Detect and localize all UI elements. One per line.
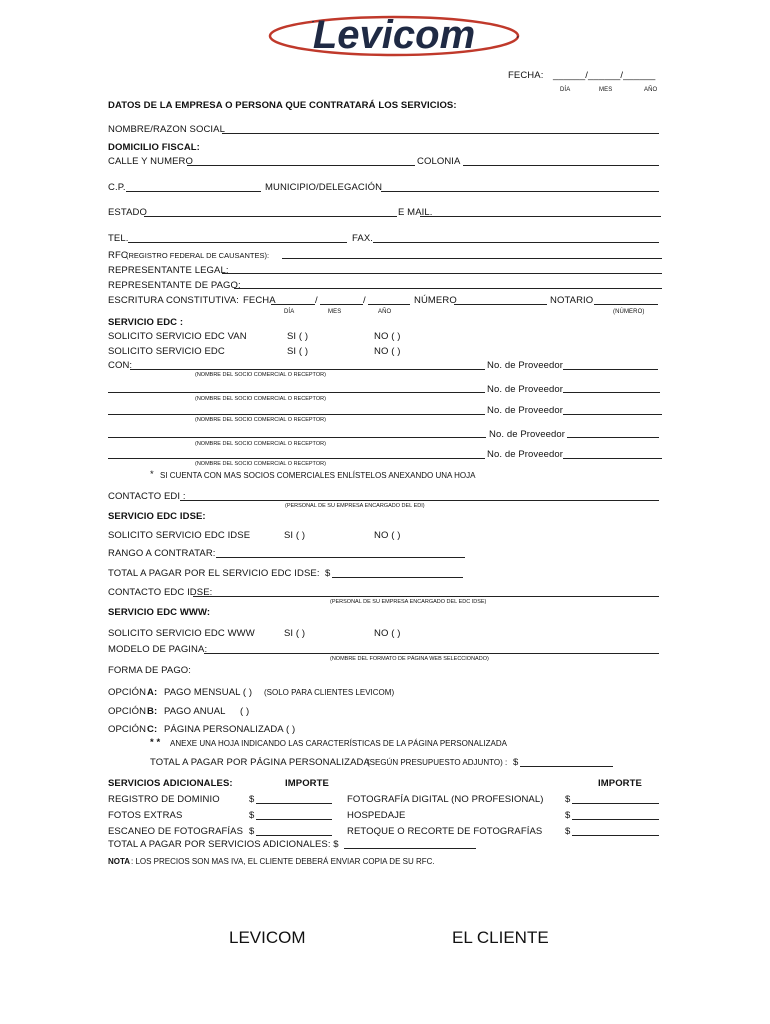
star-mark: * <box>150 469 154 480</box>
proveedor-label-3: No. de Proveedor <box>487 405 564 416</box>
www-label: SOLICITO SERVICIO EDC WWW <box>108 628 255 639</box>
rfc-note: (REGISTRO FEDERAL DE CAUSANTES): <box>126 251 270 260</box>
socio-field-3[interactable] <box>108 414 485 415</box>
foto-digital-field[interactable] <box>572 803 659 804</box>
opcion-c[interactable]: PÁGINA PERSONALIZADA ( ) <box>164 724 296 735</box>
firma-levicom: LEVICOM <box>229 928 306 947</box>
proveedor-label-2: No. de Proveedor <box>487 384 564 395</box>
socio-field-4[interactable] <box>108 437 486 438</box>
dia-label: DÍA <box>560 87 571 93</box>
email-label: E MAIL. <box>398 207 433 218</box>
proveedor-label-1: No. de Proveedor <box>487 360 564 371</box>
www-total-label: TOTAL A PAGAR POR PÁGINA PERSONALIZADA <box>150 757 370 768</box>
edc-van-si[interactable]: SI ( ) <box>287 331 309 342</box>
dominio-field[interactable] <box>256 803 332 804</box>
contacto-idse-label: CONTACTO EDC IDSE: <box>108 587 213 598</box>
numero-label: NÚMERO <box>414 295 457 306</box>
rfc-label: RFC <box>108 250 128 261</box>
contacto-idse-field[interactable] <box>193 596 659 597</box>
edc-label: SOLICITO SERVICIO EDC <box>108 346 225 357</box>
escritura-fecha-label: FECHA <box>243 295 276 306</box>
fotos-extras-field[interactable] <box>256 819 332 820</box>
socio-field-1[interactable] <box>130 369 485 370</box>
socio-field-5[interactable] <box>108 458 485 459</box>
proveedor-label-5: No. de Proveedor <box>487 449 564 460</box>
municipio-field[interactable] <box>381 191 659 192</box>
edc-van-label: SOLICITO SERVICIO EDC VAN <box>108 331 247 342</box>
firma-cliente: EL CLIENTE <box>452 928 549 947</box>
edc-no[interactable]: NO ( ) <box>374 346 401 357</box>
email-field[interactable] <box>420 216 661 217</box>
socio-field-2[interactable] <box>108 392 485 393</box>
www-total-field[interactable] <box>520 766 613 767</box>
idse-title: SERVICIO EDC IDSE: <box>108 511 206 522</box>
proveedor-field-4[interactable] <box>567 437 659 438</box>
rfc-field[interactable] <box>282 258 662 259</box>
adicionales-total-field[interactable] <box>344 848 476 849</box>
edc-title: SERVICIO EDC : <box>108 317 184 328</box>
notario-field[interactable] <box>594 304 658 305</box>
notario-label: NOTARIO <box>550 295 594 306</box>
tel-field[interactable] <box>128 242 347 243</box>
idse-total-field[interactable] <box>332 577 463 578</box>
hospedaje-field[interactable] <box>572 819 659 820</box>
rep-pago-label: REPRESENTANTE DE PAGO: <box>108 280 241 291</box>
mas-socios-note: SI CUENTA CON MAS SOCIOS COMERCIALES ENLÍSTELOS ANEXANDO UNA HOJA <box>160 471 476 480</box>
escritura-anio-field[interactable] <box>368 304 410 305</box>
logo-text: Levicom <box>312 13 476 57</box>
nota-text: : LOS PRECIOS SON MAS IVA, EL CLIENTE DEBERÁ ENVIAR COPIA DE SU RFC. <box>131 857 435 866</box>
opcion-a[interactable]: PAGO MENSUAL ( ) <box>164 687 253 698</box>
domicilio-title: DOMICILIO FISCAL: <box>108 142 200 153</box>
numero-field[interactable] <box>454 304 547 305</box>
edc-si[interactable]: SI ( ) <box>287 346 309 357</box>
anexe-note: ANEXE UNA HOJA INDICANDO LAS CARACTERÍSTICAS DE LA PÁGINA PERSONALIZADA <box>170 739 507 748</box>
estado-field[interactable] <box>144 216 397 217</box>
municipio-label: MUNICIPIO/DELEGACIÓN <box>265 182 383 193</box>
adicionales-title: SERVICIOS ADICIONALES: <box>108 778 233 789</box>
proveedor-field-2[interactable] <box>563 392 660 393</box>
cp-label: C.P. <box>108 182 126 193</box>
edc-van-no[interactable]: NO ( ) <box>374 331 401 342</box>
idse-label: SOLICITO SERVICIO EDC IDSE <box>108 530 251 541</box>
estado-label: ESTADO <box>108 207 147 218</box>
escritura-mes-field[interactable] <box>320 304 363 305</box>
idse-si[interactable]: SI ( ) <box>284 530 306 541</box>
forma-pago-label: FORMA DE PAGO: <box>108 665 192 676</box>
calle-label: CALLE Y NUMERO <box>108 156 193 167</box>
nombre-field[interactable] <box>222 133 659 134</box>
proveedor-field-5[interactable] <box>563 458 662 459</box>
adicionales-total-label: TOTAL A PAGAR POR SERVICIOS ADICIONALES: $ <box>108 839 339 850</box>
www-no[interactable]: NO ( ) <box>374 628 401 639</box>
escaneo-field[interactable] <box>256 835 332 836</box>
retoque-field[interactable] <box>572 835 659 836</box>
proveedor-field-1[interactable] <box>563 369 658 370</box>
cp-field[interactable] <box>126 191 261 192</box>
www-si[interactable]: SI ( ) <box>284 628 306 639</box>
colonia-label: COLONIA <box>417 156 461 167</box>
escritura-label: ESCRITURA CONSTITUTIVA: <box>108 295 239 306</box>
idse-no[interactable]: NO ( ) <box>374 530 401 541</box>
fax-field[interactable] <box>373 242 659 243</box>
rango-field[interactable] <box>216 557 465 558</box>
rango-label: RANGO A CONTRATAR: <box>108 548 216 559</box>
fecha-field[interactable]: ______/______/______ <box>553 70 656 81</box>
fecha-label: FECHA: <box>508 70 544 81</box>
contacto-edi-field[interactable] <box>180 500 659 501</box>
escritura-dia-field[interactable] <box>271 304 315 305</box>
levicom-logo <box>265 10 523 60</box>
empresa-title: DATOS DE LA EMPRESA O PERSONA QUE CONTRATARÁ LOS SERVICIOS: <box>108 100 457 111</box>
www-title: SERVICIO EDC WWW: <box>108 607 211 618</box>
tel-label: TEL. <box>108 233 129 244</box>
mes-label: MES <box>599 87 613 93</box>
rep-legal-field[interactable] <box>222 273 662 274</box>
proveedor-field-3[interactable] <box>563 414 662 415</box>
idse-total-label: TOTAL A PAGAR POR EL SERVICIO EDC IDSE: <box>108 568 320 579</box>
modelo-label: MODELO DE PAGINA: <box>108 644 208 655</box>
anio-label: AÑO <box>644 87 658 93</box>
fax-label: FAX. <box>352 233 373 244</box>
rep-pago-field[interactable] <box>234 288 662 289</box>
modelo-field[interactable] <box>204 653 659 654</box>
calle-field[interactable] <box>187 165 415 166</box>
rep-legal-label: REPRESENTANTE LEGAL: <box>108 265 229 276</box>
proveedor-label-4: No. de Proveedor <box>489 429 566 440</box>
con-label: CON: <box>108 360 133 371</box>
colonia-field[interactable] <box>463 165 659 166</box>
opcion-b[interactable]: PAGO ANUAL <box>164 706 226 717</box>
contacto-edi-label: CONTACTO EDI : <box>108 491 186 502</box>
nombre-label: NOMBRE/RAZON SOCIAL <box>108 124 225 135</box>
